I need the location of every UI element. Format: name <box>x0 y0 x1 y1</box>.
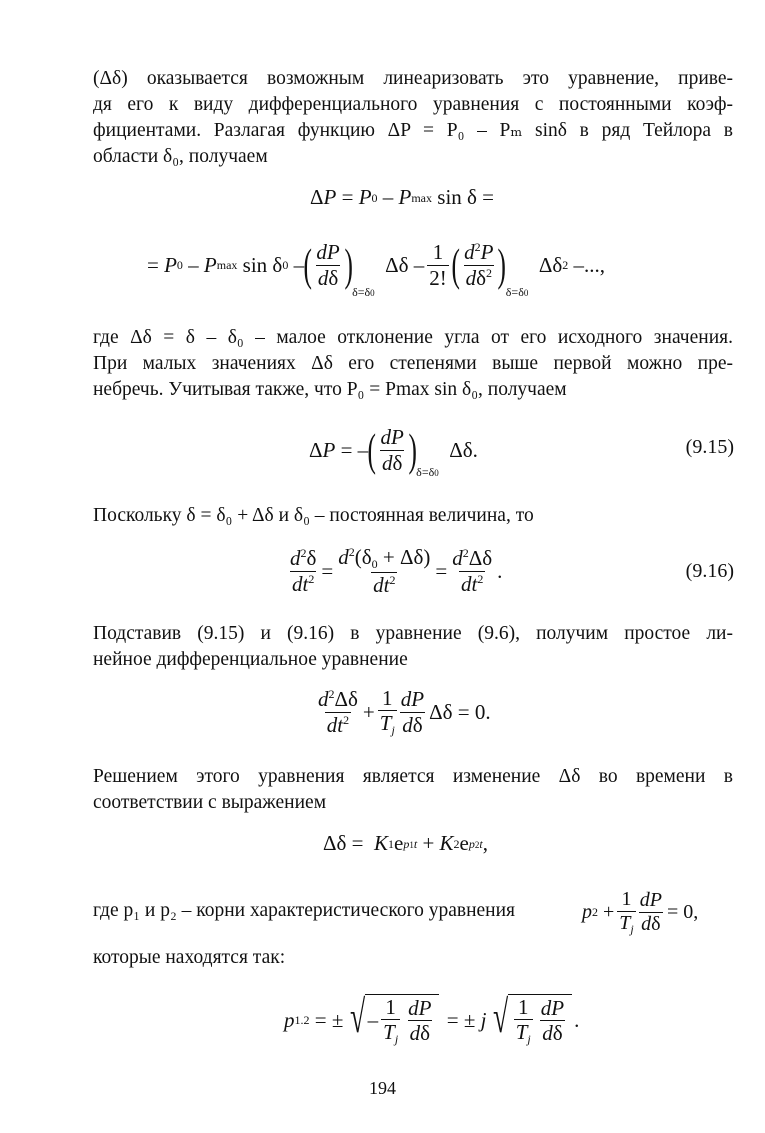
paragraph-substitute <box>93 621 733 673</box>
page-number: 194 <box>369 1078 396 1098</box>
text-line: Решением этого уравнения является изменение Δδ во времени в <box>93 766 733 787</box>
paragraph-found-as <box>93 945 733 971</box>
text-line: Поскольку δ = δ₀ + Δδ и δ₀ – постоянная величина, то <box>93 505 534 526</box>
text-line: При малых значениях Δδ его степенями выше первой можно пре- <box>93 353 733 374</box>
equation-solution: Δδ = K 1 e p1t + K 2 e p2t , <box>323 831 488 855</box>
equation-9-16: $\frac{d^2\delta}{dt^2}$ = $\frac{d^2(\delta_0 + \Delta\delta)}{dt^2}$ = $\frac{d^2\Delta\delta}{dt^2}$ . <box>290 545 503 597</box>
equation-9-15: Δ P = – ( $\frac{dP}{d\delta}$ ) δ=δ0 Δδ. <box>309 424 478 479</box>
text-line: где Δδ = δ – δ₀ – малое отклонение угла от его исходного значения. <box>93 327 733 348</box>
equation-characteristic: p 2 + $\frac{1}{T_j}$ $\frac{dP}{d\delta}$ = 0, <box>582 887 699 936</box>
text-line: нейное дифференциальное уравнение <box>93 649 408 670</box>
equation-number: (9.16) <box>685 560 734 582</box>
text-line: фициентами. Разлагая функцию ΔP = P₀ – Pₘ sinδ в ряд Тейлора в <box>93 120 733 141</box>
text-line: Подставив (9.15) и (9.16) в уравнение (9.6), получим простое ли- <box>93 623 733 644</box>
text-line: соответствии с выражением <box>93 792 327 813</box>
text-line: дя его к виду дифференциального уравнения с постоянными коэф- <box>93 94 733 115</box>
equation-taylor-head: Δ P = P 0 – P max sin δ = <box>310 185 495 209</box>
text-line: которые находятся так: <box>93 947 286 968</box>
equation-taylor-expansion: = P 0 – P max sin δ 0 – ( $\frac{dP}{d\delta}$ ) δ=δ0 Δδ – $\frac{1}{2!}$ ( $\frac{d^2P}{d\delta^2}$ ) δ=δ0 Δδ 2 –..., <box>147 239 606 299</box>
text-line: небречь. Учитывая также, что P₀ = Pmax sin δ₀, получаем <box>93 379 567 400</box>
paragraph-roots <box>93 898 516 924</box>
text-line: где p₁ и p₂ – корни характеристического уравнения <box>93 900 516 921</box>
paragraph-solution <box>93 764 733 816</box>
equation-number: (9.15) <box>685 436 734 458</box>
text-line: области δ₀, получаем <box>93 146 268 167</box>
text-line: (Δδ) оказывается возможным линеаризовать это уравнение, приве- <box>93 68 733 89</box>
paragraph-since <box>93 503 733 529</box>
equation-roots: p 1.2 = ± √ – $\frac{1}{T_j}$ $\frac{dP}{d\delta}$ = ± j √ $\frac{1}{T_j}$ $\frac{dP}{d\delta}$ . <box>284 990 580 1046</box>
paragraph-small-deviation <box>93 325 733 403</box>
equation-linear-ode: $\frac{d^2\Delta\delta}{dt^2}$ + $\frac{1}{T_j}$ $\frac{dP}{d\delta}$ Δδ = 0. <box>318 686 491 738</box>
paragraph-intro <box>93 66 733 170</box>
